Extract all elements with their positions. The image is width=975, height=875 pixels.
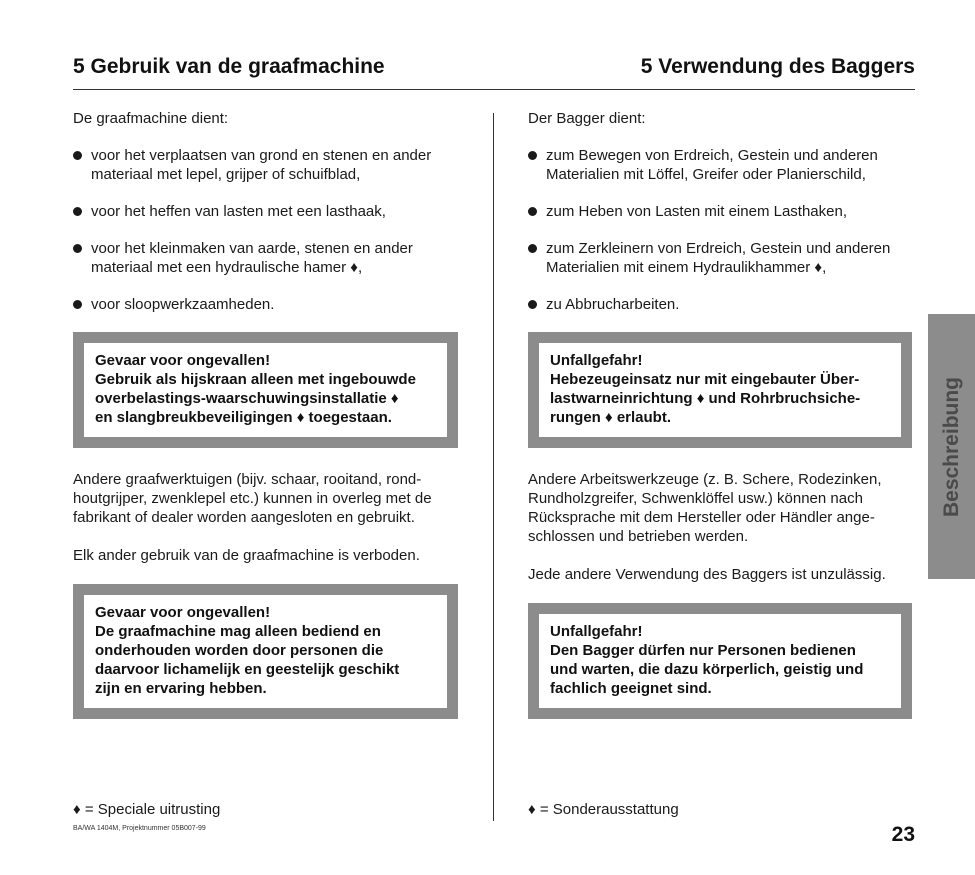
section-tab-label: Beschreibung [939, 376, 963, 517]
paragraph-other-tools: Andere Arbeitswerkzeuge (z. B. Schere, Rodezinken, Rundholzgreifer, Schwenklöffel usw.) können nach Rücksprache mit dem Hersteller oder Händler ange-schlossen und betrieben werden. [528, 471, 882, 545]
page-number: 23 [891, 823, 915, 846]
bullet-icon [73, 244, 82, 253]
header-rule [73, 89, 915, 90]
warning-text: Unfallgefahr! Den Bagger dürfen nur Personen bedienen und warten, die dazu körperlich, geistig und fachlich geeignet sind. [539, 614, 901, 708]
bullet-icon [528, 300, 537, 309]
bullet-icon [528, 244, 537, 253]
bullet-icon [528, 207, 537, 216]
warning-box [528, 332, 912, 448]
usage-list [73, 146, 468, 314]
page-title-nl: 5 Gebruik van de graafmachine [73, 55, 385, 78]
footnote-de: ♦ = Sonderausstattung [528, 801, 679, 818]
intro-text: De graafmachine dient: [73, 110, 229, 127]
list-item: zu Abbrucharbeiten. [528, 295, 913, 314]
bullet-icon [73, 151, 82, 160]
list-item: voor het kleinmaken van aarde, stenen en ander materiaal met een hydraulische hamer ♦, [73, 239, 468, 277]
intro-text: Der Bagger dient: [528, 110, 646, 127]
list-item: voor het heffen van lasten met een lasthaak, [73, 202, 468, 221]
footnote-nl: ♦ = Speciale uitrusting [73, 801, 221, 818]
paragraph-other-tools: Andere graafwerktuigen (bijv. schaar, rooitand, rond-houtgrijper, zwenklepel etc.) kunnen in overleg met de fabrikant of dealer worden aangesloten en gebruikt. [73, 471, 432, 526]
warning-text: Gevaar voor ongevallen! Gebruik als hijskraan alleen met ingebouwde overbelastings-waarschuwingsinstallatie ♦ en slangbreukbeveiligingen ♦ toegestaan. [84, 343, 447, 437]
warning-box [73, 332, 458, 448]
warning-box [73, 584, 458, 719]
page-title-de: 5 Verwendung des Baggers [640, 55, 915, 78]
warning-text: Gevaar voor ongevallen! De graafmachine mag alleen bediend en onderhouden worden door personen die daarvoor lichamelijk en geestelijk geschikt zijn en ervaring hebben. [84, 595, 447, 708]
bullet-icon [528, 151, 537, 160]
column-divider [493, 113, 494, 821]
warning-text: Unfallgefahr! Hebezeugeinsatz nur mit eingebauter Über- lastwarneinrichtung ♦ und Rohrbruchsiche- rungen ♦ erlaubt. [539, 343, 901, 437]
document-reference: BA/WA 1404M, Projektnummer 05B007-99 [73, 825, 206, 832]
list-item: zum Bewegen von Erdreich, Gestein und anderen Materialien mit Löffel, Greifer oder Planierschild, [528, 146, 913, 184]
section-tab [928, 314, 975, 579]
column-dutch [73, 109, 468, 719]
usage-list [528, 146, 913, 314]
list-item: voor het verplaatsen van grond en stenen en ander materiaal met lepel, grijper of schuifblad, [73, 146, 468, 184]
paragraph-prohibited-use: Elk ander gebruik van de graafmachine is verboden. [73, 547, 420, 564]
list-item: zum Zerkleinern von Erdreich, Gestein und anderen Materialien mit einem Hydraulikhammer ♦, [528, 239, 913, 277]
list-item: voor sloopwerkzaamheden. [73, 295, 468, 314]
column-german [528, 109, 913, 719]
bullet-icon [73, 207, 82, 216]
list-item: zum Heben von Lasten mit einem Lasthaken, [528, 202, 913, 221]
paragraph-prohibited-use: Jede andere Verwendung des Baggers ist unzulässig. [528, 566, 886, 583]
warning-box [528, 603, 912, 719]
bullet-icon [73, 300, 82, 309]
